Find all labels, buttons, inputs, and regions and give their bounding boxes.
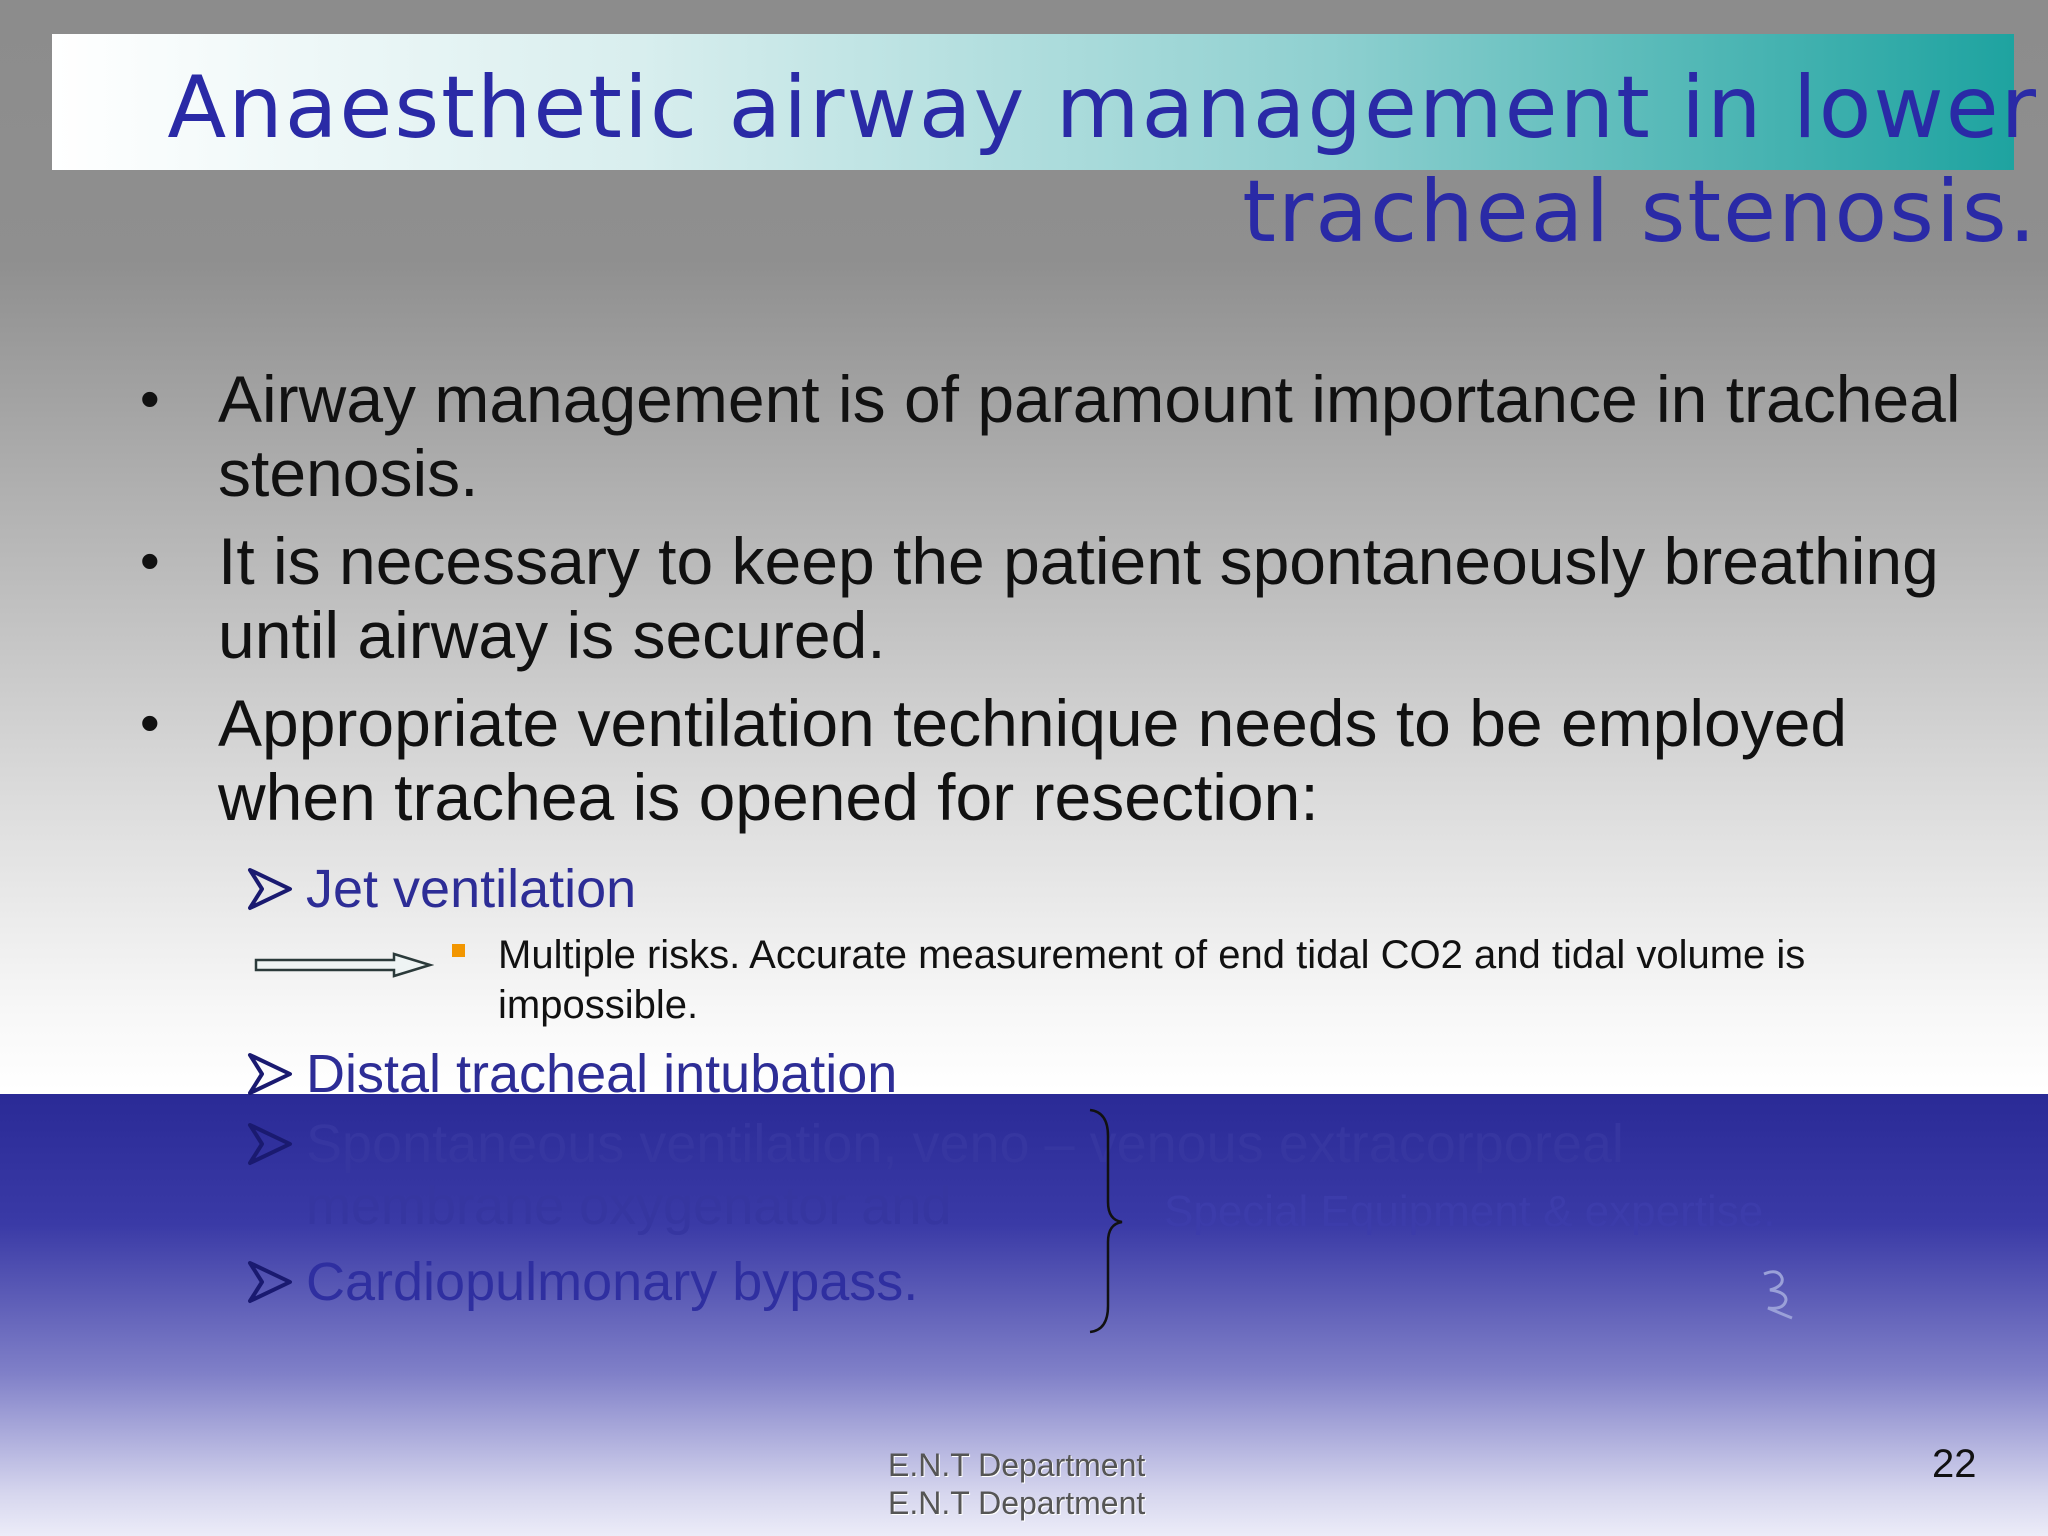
sub-item-text: Cardiopulmonary bypass.	[306, 1252, 919, 1312]
sub-item-text: Spontaneous ventilation, veno – venous extracorporeal	[306, 1114, 1624, 1174]
curly-brace-icon	[1084, 1106, 1128, 1336]
arrowhead-bullet-icon	[246, 1043, 296, 1105]
arrowhead-bullet-icon	[246, 1251, 296, 1313]
bullet-item	[140, 362, 1980, 510]
long-arrow-icon	[254, 952, 434, 978]
jet-ventilation-note: Multiple risks. Accurate measurement of end tidal CO2 and tidal volume is impossible.	[498, 933, 1806, 1027]
title-line-2: tracheal stenosis.	[1242, 162, 2038, 262]
bullet-item	[140, 524, 1980, 672]
slide-title	[138, 56, 2038, 264]
squiggle-mark-icon	[1756, 1266, 1800, 1322]
bullet-dot-icon: •	[140, 529, 160, 592]
bullet-text: Appropriate ventilation technique needs to be employed when trachea is opened for resection:	[218, 686, 1848, 834]
footer	[888, 1446, 1288, 1522]
sub-item-text: Jet ventilation	[306, 859, 637, 919]
footer-department: E.N.T Department	[888, 1447, 1146, 1483]
bullet-dot-icon: •	[140, 691, 160, 754]
sub-item-text-continued: membrane oxygenator and	[306, 1176, 952, 1236]
title-banner	[52, 34, 2038, 262]
square-bullet-icon	[452, 944, 465, 957]
page-number: 22	[1932, 1442, 1977, 1486]
bullet-dot-icon: •	[140, 367, 160, 430]
bullet-list	[140, 362, 1980, 848]
arrowhead-bullet-icon	[246, 858, 296, 920]
footer-department: E.N.T Department	[888, 1485, 1146, 1521]
bullet-text: It is necessary to keep the patient spontaneously breathing until airway is secured.	[218, 524, 1939, 672]
bullet-item	[140, 686, 1980, 834]
bullet-text: Airway management is of paramount importance in tracheal stenosis.	[218, 362, 1961, 510]
special-equipment-note: Special Equipment & expertise.	[1164, 1187, 1776, 1236]
title-line-1: Anaesthetic airway management in lower	[167, 58, 2038, 158]
sub-item-text: Distal tracheal intubation	[306, 1044, 898, 1104]
arrowhead-bullet-icon	[246, 1113, 296, 1175]
